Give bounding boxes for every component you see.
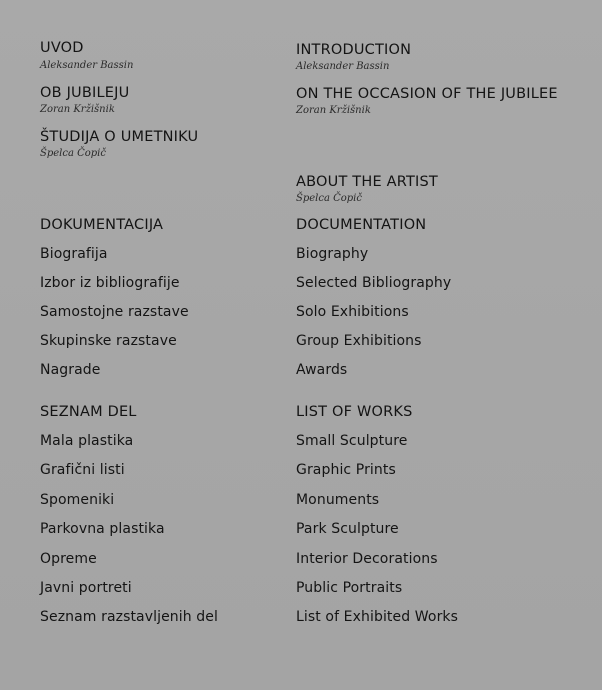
section-jubilee-title: OB JUBILEJU bbox=[40, 85, 130, 101]
section-documentation-title: DOCUMENTATION bbox=[296, 217, 427, 233]
section-study-title: ŠTUDIJA O UMETNIKU bbox=[40, 129, 199, 145]
works-item: Javni portreti bbox=[40, 580, 132, 596]
section-jubilee-author: Zoran Kržišnik bbox=[40, 104, 115, 115]
documentation-item: Samostojne razstave bbox=[40, 304, 189, 320]
section-works-title: LIST OF WORKS bbox=[296, 404, 413, 420]
works-item: Grafični listi bbox=[40, 462, 125, 478]
works-item: Mala plastika bbox=[40, 433, 134, 449]
section-study-title: ABOUT THE ARTIST bbox=[296, 174, 438, 190]
section-intro-author: Aleksander Bassin bbox=[40, 60, 134, 71]
documentation-item: Awards bbox=[296, 362, 348, 378]
works-item: Park Sculpture bbox=[296, 521, 399, 537]
documentation-item: Group Exhibitions bbox=[296, 333, 422, 349]
section-intro-author: Aleksander Bassin bbox=[296, 61, 390, 72]
works-item: List of Exhibited Works bbox=[296, 609, 459, 625]
works-item: Public Portraits bbox=[296, 580, 403, 596]
works-item: Parkovna plastika bbox=[40, 521, 165, 537]
documentation-item: Izbor iz bibliografije bbox=[40, 275, 180, 291]
documentation-item: Skupinske razstave bbox=[40, 333, 177, 349]
works-item: Seznam razstavljenih del bbox=[40, 609, 218, 625]
section-jubilee-author: Zoran Kržišnik bbox=[296, 105, 371, 116]
works-item: Monuments bbox=[296, 492, 380, 508]
section-intro-title: INTRODUCTION bbox=[296, 42, 412, 58]
section-study-author: Špelca Čopič bbox=[40, 148, 106, 159]
works-item: Small Sculpture bbox=[296, 433, 408, 449]
documentation-item: Selected Bibliography bbox=[296, 275, 452, 291]
section-documentation-title: DOKUMENTACIJA bbox=[40, 217, 164, 233]
section-intro-title: UVOD bbox=[40, 40, 84, 56]
section-works-title: SEZNAM DEL bbox=[40, 404, 137, 420]
documentation-item: Biografija bbox=[40, 246, 108, 262]
works-item: Spomeniki bbox=[40, 492, 115, 508]
section-study-author: Špelca Čopič bbox=[296, 193, 362, 204]
documentation-item: Solo Exhibitions bbox=[296, 304, 409, 320]
documentation-item: Nagrade bbox=[40, 362, 101, 378]
works-item: Graphic Prints bbox=[296, 462, 396, 478]
works-item: Interior Decorations bbox=[296, 551, 438, 567]
works-item: Opreme bbox=[40, 551, 97, 567]
section-jubilee-title: ON THE OCCASION OF THE JUBILEE bbox=[296, 86, 558, 102]
documentation-item: Biography bbox=[296, 246, 369, 262]
